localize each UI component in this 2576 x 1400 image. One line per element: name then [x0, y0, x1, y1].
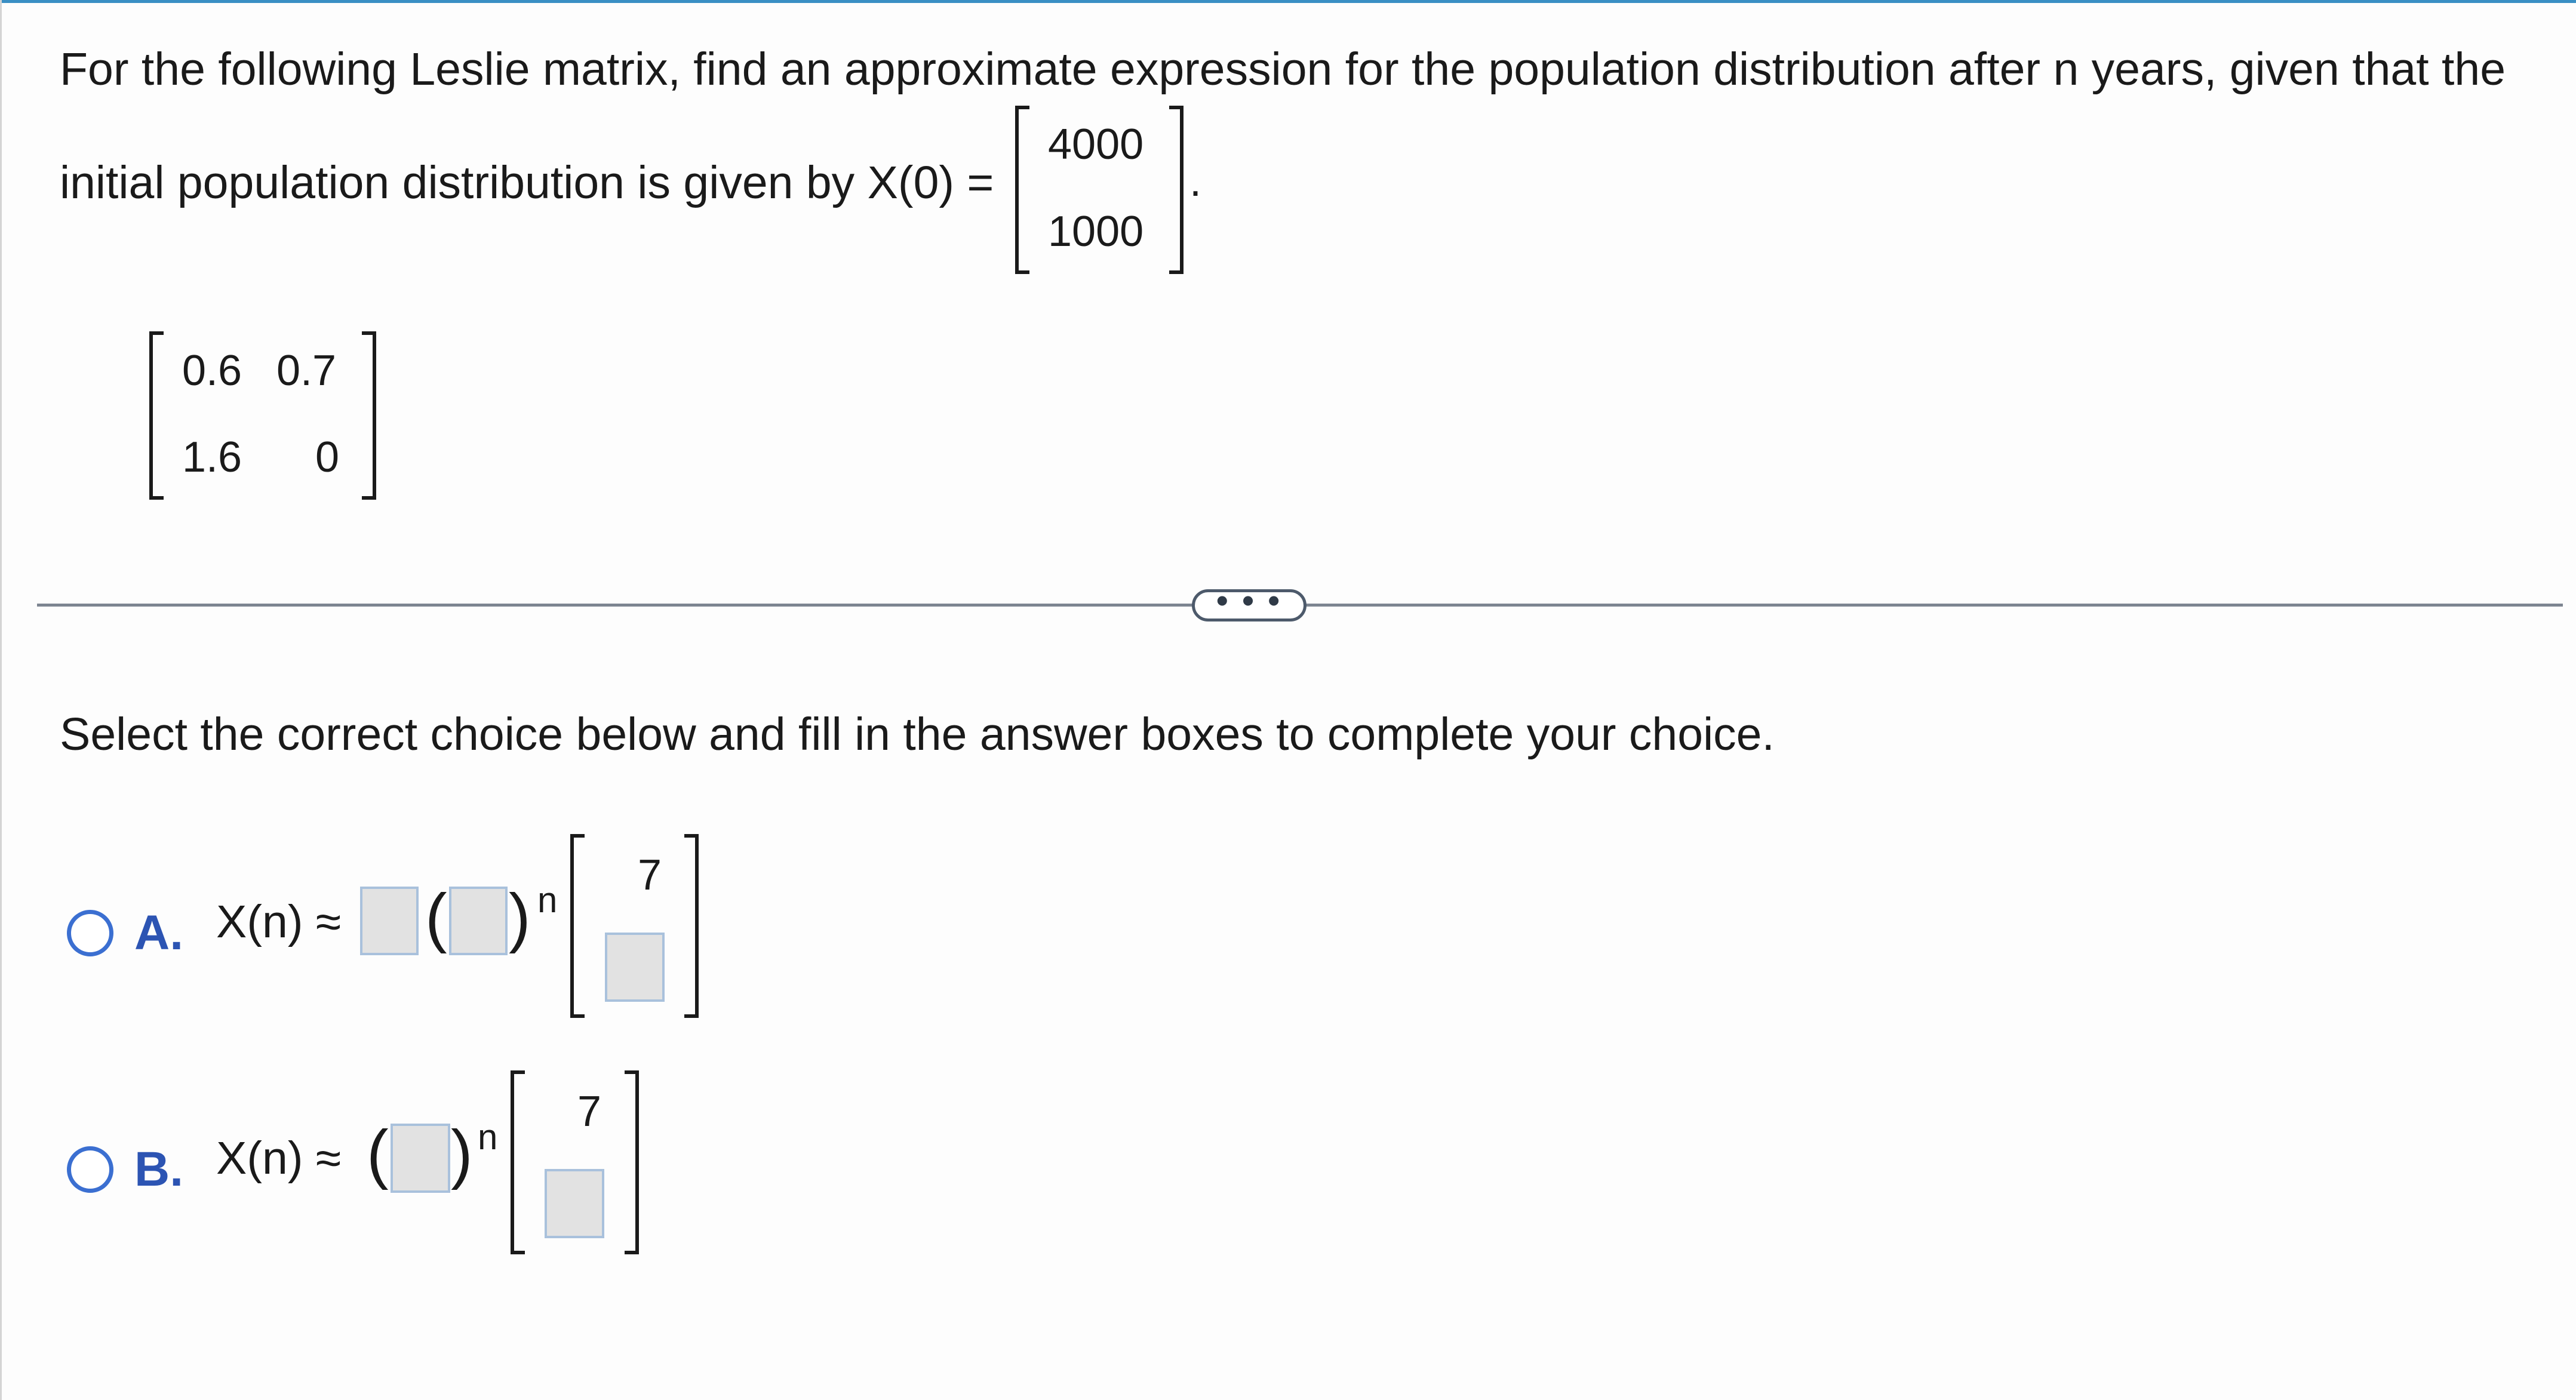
choice-a-exponent: n	[537, 880, 558, 920]
choice-b-exponent: n	[478, 1117, 498, 1157]
choice-a-vector-right-bracket	[684, 834, 699, 1018]
choice-a-vector-bottom-input[interactable]	[605, 933, 665, 1002]
leslie-r2c2: 0	[315, 433, 340, 481]
choice-a-radio[interactable]	[67, 910, 113, 956]
choice-a-label: A.	[134, 906, 183, 960]
choice-a-lhs: X(n) ≈	[216, 896, 342, 947]
choice-a-open-paren: (	[425, 881, 447, 954]
more-button[interactable]: • • •	[1192, 589, 1307, 621]
choice-b-eigenvalue-input[interactable]	[391, 1124, 450, 1193]
leslie-right-bracket	[362, 331, 376, 500]
choice-a-eigenvalue-input[interactable]	[449, 887, 508, 955]
initial-vector-top: 4000	[1048, 121, 1144, 168]
leslie-r2c1: 1.6	[182, 433, 242, 481]
left-border	[0, 0, 2, 1400]
leslie-left-bracket	[149, 331, 164, 500]
question-line-2: initial population distribution is given by X(0) =	[60, 157, 994, 208]
instruction-text: Select the correct choice below and fill in the answer boxes to complete your choice.	[60, 709, 1775, 760]
choice-a-vector-left-bracket	[570, 834, 585, 1018]
choice-b-open-paren: (	[367, 1117, 389, 1190]
question-line-1: For the following Leslie matrix, find an approximate expression for the population distribution after n years, given that the	[60, 44, 2506, 95]
leslie-r1c2: 0.7	[276, 347, 337, 395]
choice-b-vector-bottom-input[interactable]	[545, 1169, 604, 1238]
choice-a-coefficient-input[interactable]	[360, 887, 419, 955]
choice-b-close-paren: )	[451, 1117, 473, 1190]
leslie-r1c1: 0.6	[182, 347, 242, 395]
choice-b-label: B.	[134, 1142, 183, 1196]
top-accent-line	[0, 0, 2576, 3]
choice-a-vector-top: 7	[638, 851, 662, 899]
initial-vector-left-bracket	[1015, 106, 1029, 274]
choice-b-radio[interactable]	[67, 1146, 113, 1193]
choice-b-vector-right-bracket	[625, 1070, 639, 1254]
choice-b-lhs: X(n) ≈	[216, 1133, 342, 1184]
initial-vector-right-bracket	[1169, 106, 1184, 274]
choice-a-close-paren: )	[509, 881, 531, 954]
choice-b-vector-left-bracket	[511, 1070, 525, 1254]
initial-vector-bottom: 1000	[1048, 208, 1144, 256]
choice-b-vector-top: 7	[577, 1088, 602, 1136]
period: .	[1189, 158, 1202, 205]
